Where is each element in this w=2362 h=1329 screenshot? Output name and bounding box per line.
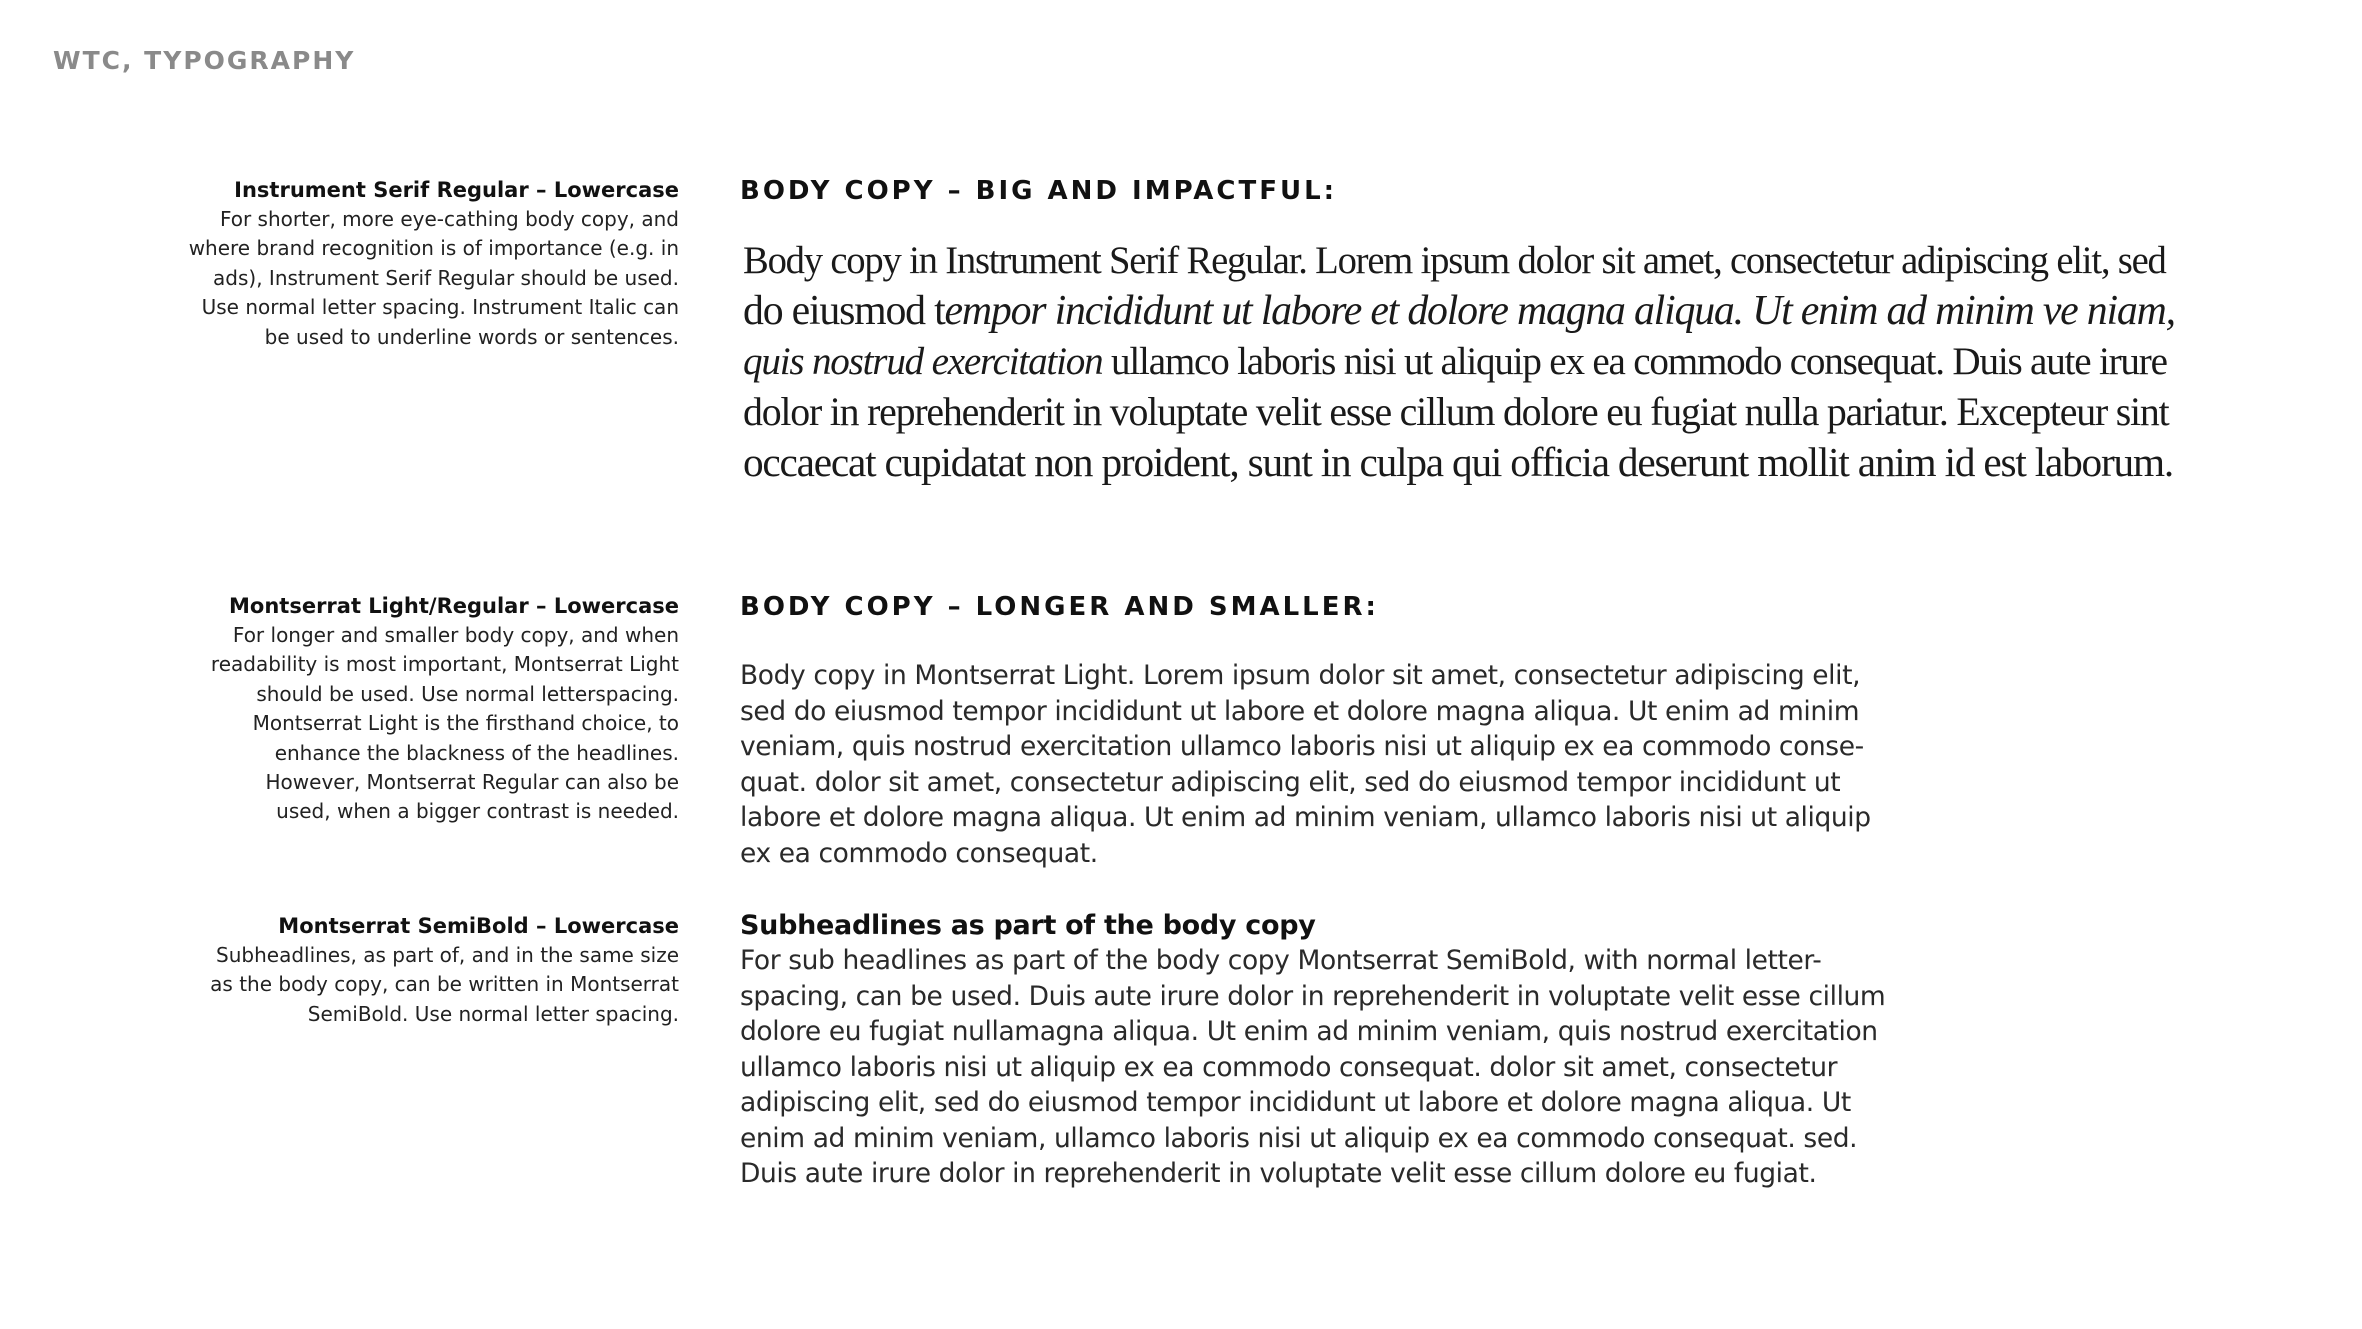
- section-heading-longer: BODY COPY – LONGER AND SMALLER:: [740, 592, 1379, 622]
- note-title: Instrument Serif Regular – Lowercase: [234, 178, 679, 202]
- sans-line: ullamco laboris nisi ut aliquip ex ea commodo consequat. dolor sit amet, consectetur: [740, 1051, 1838, 1083]
- serif-line: [743, 337, 2183, 387]
- note-line: Use normal letter spacing. Instrument Italic can: [201, 295, 679, 320]
- sans-body-copy: [740, 658, 1960, 871]
- sans-line: dolore eu fugiat nullamagna aliqua. Ut enim ad minim veniam, quis nostrud exercitation: [740, 1016, 1878, 1047]
- note-line: as the body copy, can be written in Montserrat: [210, 972, 679, 997]
- note-instrument-serif: [139, 176, 679, 352]
- note-line: Subheadlines, as part of, and in the same size: [216, 943, 679, 967]
- note-line: where brand recognition is of importance (e.g. in: [188, 236, 679, 261]
- page-label: WTC, TYPOGRAPHY: [53, 46, 356, 75]
- note-line: For longer and smaller body copy, and when: [232, 623, 679, 647]
- note-title: Montserrat SemiBold – Lowercase: [278, 914, 679, 938]
- note-line: However, Montserrat Regular can also be: [265, 770, 679, 795]
- serif-line: [743, 286, 2183, 336]
- serif-line: occaecat cupidatat non proident, sunt in culpa qui officia deserunt mollit anim id est laborum.: [743, 439, 2173, 486]
- sans-line: ex ea commodo consequat.: [740, 837, 1098, 869]
- sans-line: Duis aute irure dolor in reprehenderit in voluptate velit esse cillum dolore eu fugiat.: [740, 1158, 1817, 1189]
- note-title: Montserrat Light/Regular – Lowercase: [229, 594, 679, 618]
- sans-line: quat. dolor sit amet, consectetur adipiscing elit, sed do eiusmod tempor incididunt ut: [740, 766, 1841, 798]
- serif-italic-span: empor incididunt ut labore et dolore magna aliqua. Ut enim ad minim ve niam,: [944, 288, 2175, 335]
- note-line: should be used. Use normal letterspacing.: [256, 681, 679, 706]
- subheadline: Subheadlines as part of the body copy: [740, 910, 1316, 941]
- serif-regular-span: ullamco laboris nisi ut aliquip ex ea commodo consequat. Duis aute irure: [1102, 339, 2167, 383]
- note-line: ads), Instrument Serif Regular should be used.: [213, 265, 679, 290]
- note-montserrat-semibold: [139, 912, 679, 1029]
- note-line: SemiBold. Use normal letter spacing.: [307, 1001, 679, 1026]
- sans-line: For sub headlines as part of the body copy Montserrat SemiBold, with normal letter-: [740, 945, 1822, 976]
- section-heading-big: BODY COPY – BIG AND IMPACTFUL:: [740, 176, 1338, 206]
- serif-italic-span: quis nostrud exercitation: [743, 339, 1103, 383]
- sans-line: sed do eiusmod tempor incididunt ut labore et dolore magna aliqua. Ut enim ad minim: [740, 695, 1860, 727]
- note-line: readability is most important, Montserrat Light: [210, 652, 679, 677]
- note-line: enhance the blackness of the headlines.: [274, 740, 679, 765]
- sans-line: veniam, quis nostrud exercitation ullamco laboris nisi ut aliquip ex ea commodo conse-: [740, 731, 1864, 762]
- note-montserrat-light: [139, 592, 679, 827]
- serif-line: Body copy in Instrument Serif Regular. Lorem ipsum dolor sit amet, consectetur adipiscing elit, sed: [743, 240, 2166, 282]
- note-line: be used to underline words or sentences.: [264, 324, 679, 349]
- sans-line: enim ad minim veniam, ullamco laboris nisi ut aliquip ex ea commodo consequat. sed.: [740, 1122, 1858, 1154]
- note-line: Montserrat Light is the firsthand choice, to: [252, 711, 679, 736]
- sans-line: Body copy in Montserrat Light. Lorem ipsum dolor sit amet, consectetur adipiscing elit,: [740, 660, 1861, 691]
- sans-line: labore et dolore magna aliqua. Ut enim ad minim veniam, ullamco laboris nisi ut aliquip: [740, 802, 1871, 833]
- note-line: For shorter, more eye-cathing body copy, and: [219, 207, 679, 231]
- sans-line: spacing, can be used. Duis aute irure dolor in reprehenderit in voluptate velit esse cillum: [740, 980, 1886, 1012]
- serif-body-copy: [743, 236, 2183, 487]
- subheadline-body-copy: [740, 943, 1960, 1192]
- note-line: used, when a bigger contrast is needed.: [276, 799, 679, 824]
- sans-line: adipiscing elit, sed do eiusmod tempor incididunt ut labore et dolore magna aliqua. Ut: [740, 1087, 1851, 1118]
- serif-regular-span: do eiusmod t: [743, 288, 945, 335]
- serif-line: dolor in reprehenderit in voluptate velit esse cillum dolore eu fugiat nulla pariatur. Excepteur sint: [743, 389, 2169, 434]
